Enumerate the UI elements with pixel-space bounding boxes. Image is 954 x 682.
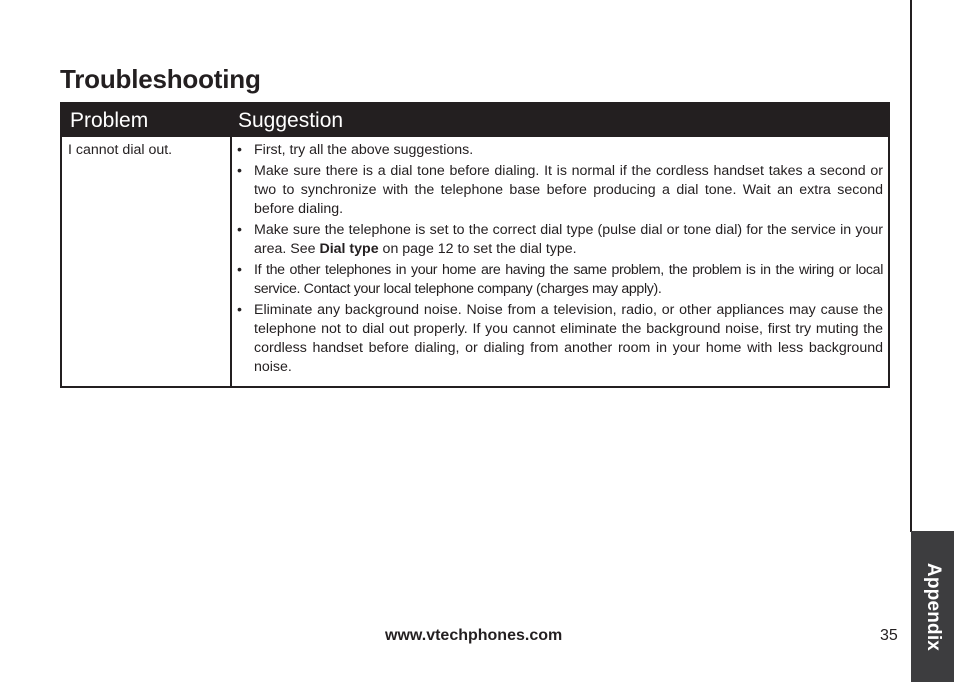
right-margin-rule <box>910 0 912 532</box>
suggestion-item <box>237 301 883 377</box>
suggestion-text-after: on page 12 to set the dial type. <box>378 241 577 257</box>
page-title: Troubleshooting <box>60 64 261 94</box>
suggestion-item <box>237 162 883 219</box>
problem-cell: I cannot dial out. <box>68 142 173 158</box>
suggestion-list <box>237 141 883 379</box>
suggestion-text: If the other telephones in your home are having the same problem, the problem is in the wiring or local service. Contact your local telephone company (charges may apply). <box>254 262 883 297</box>
suggestion-column-header: Suggestion <box>238 109 344 132</box>
suggestion-text-before: Make sure the telephone is set to the correct dial type (pulse dial or tone dial) for the service in your area. See <box>254 222 883 257</box>
suggestion-text: Make sure there is a dial tone before dialing. It is normal if the cordless handset takes a second or two to synchronize with the telephone base before producing a dial tone. Wait an extra second before dialing. <box>254 163 883 217</box>
appendix-tab-label: Appendix <box>922 562 944 651</box>
page-number: 35 <box>880 627 898 644</box>
table-header <box>62 104 888 137</box>
appendix-side-tab[interactable] <box>911 531 954 682</box>
column-divider <box>230 137 232 386</box>
suggestion-text: Eliminate any background noise. Noise from a television, radio, or other appliances may cause the telephone not to dial out properly. If you cannot eliminate the background noise, first try muting the cordless handset before dialing, or dialing from another room in your home with less background noise. <box>254 302 883 375</box>
problem-column-header: Problem <box>70 109 149 132</box>
suggestion-item <box>237 221 883 259</box>
suggestion-item <box>237 261 883 299</box>
suggestion-text: First, try all the above suggestions. <box>254 142 474 158</box>
suggestion-item <box>237 141 883 160</box>
troubleshooting-table <box>60 102 890 388</box>
footer-url: www.vtechphones.com <box>385 627 563 644</box>
dial-type-reference: Dial type <box>319 241 379 257</box>
